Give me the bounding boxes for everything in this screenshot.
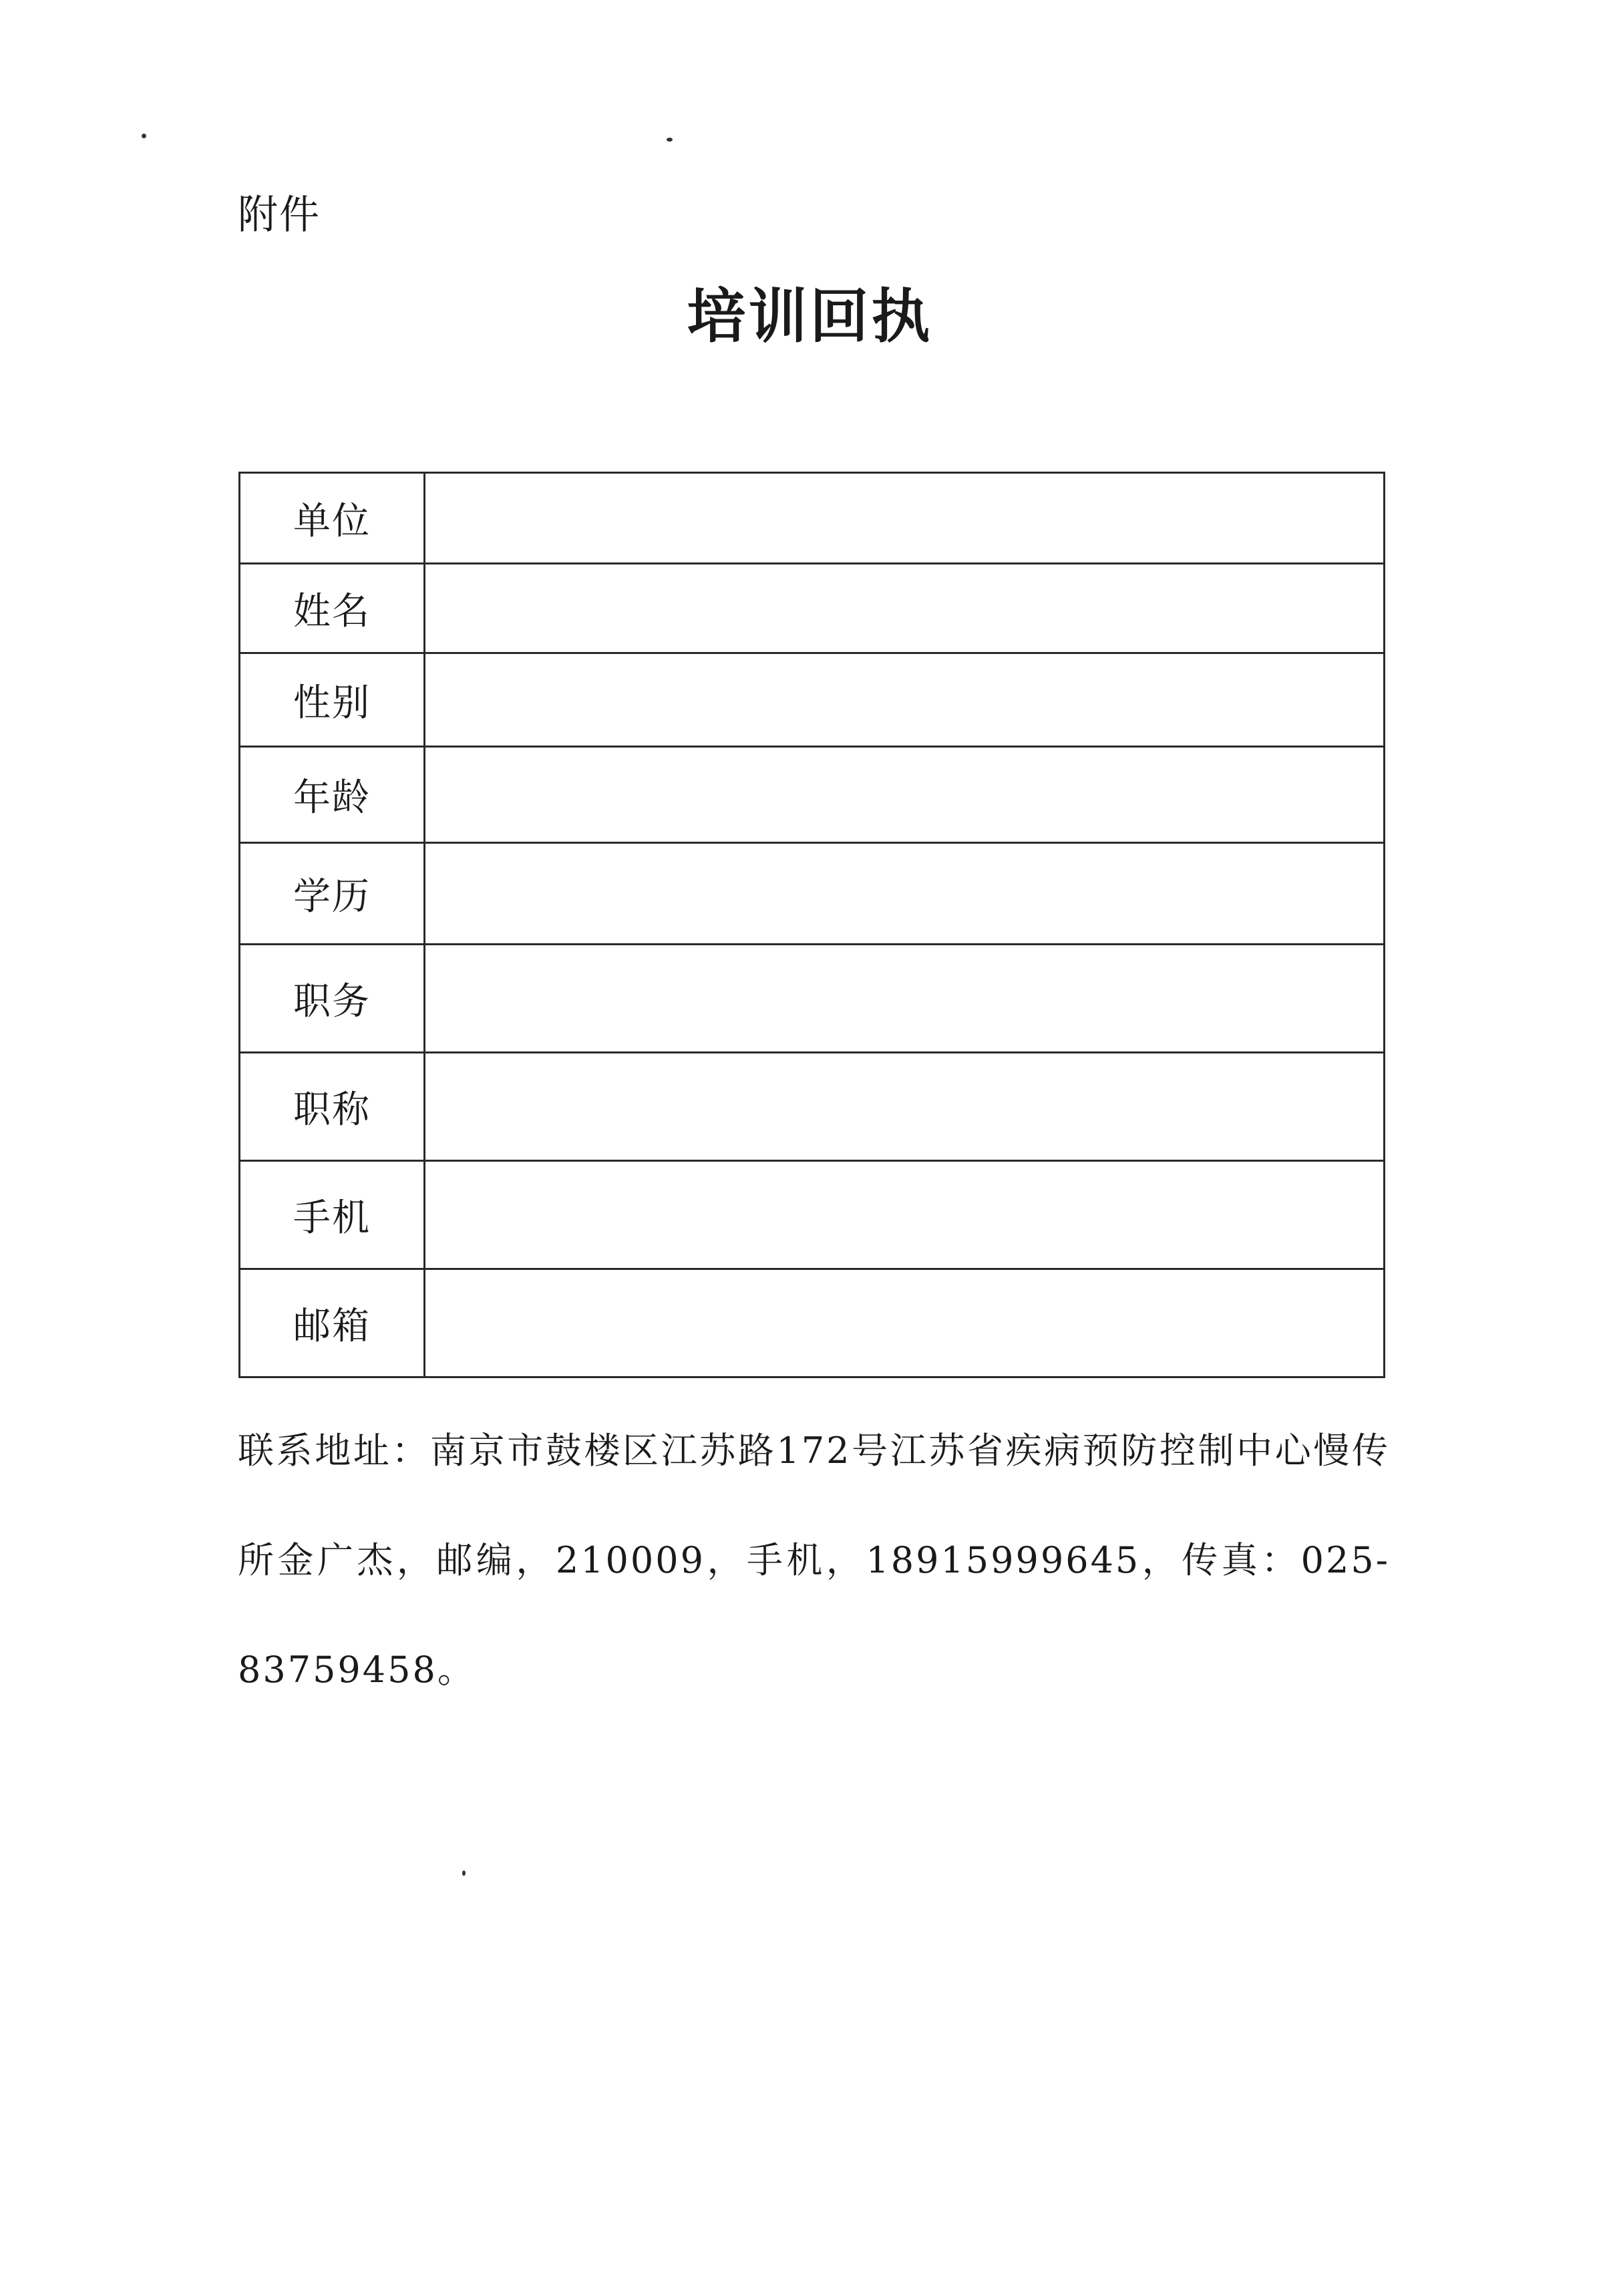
form-label-unit: 单位 [240,473,425,564]
form-field-email[interactable] [425,1269,1385,1377]
form-field-title[interactable] [425,1053,1385,1161]
form-label-title: 职称 [240,1053,425,1161]
form-row-age [240,747,1385,843]
form-row-title [240,1053,1385,1161]
form-label-age: 年龄 [240,747,425,843]
form-row-name [240,564,1385,653]
form-field-education[interactable] [425,843,1385,945]
form-label-name: 姓名 [240,564,425,653]
form-field-name[interactable] [425,564,1385,653]
attachment-label: 附件 [238,192,321,238]
form-label-gender: 性别 [240,653,425,747]
form-row-email [240,1269,1385,1377]
form-field-gender[interactable] [425,653,1385,747]
form-label-position: 职务 [240,945,425,1053]
form-row-gender [240,653,1385,747]
form-row-position [240,945,1385,1053]
form-label-mobile: 手机 [240,1161,425,1269]
form-field-unit[interactable] [425,473,1385,564]
contact-info: 联系地址：南京市鼓楼区江苏路172号江苏省疾病预防控制中心慢传所金广杰，邮编，210009，手机，18915999645，传真：025-83759458。 [238,1430,1390,1691]
scan-speck [667,138,673,142]
form-label-education: 学历 [240,843,425,945]
form-row-education [240,843,1385,945]
form-field-age[interactable] [425,747,1385,843]
page-title: 培训回执 [687,281,933,351]
scan-speck [142,134,146,138]
form-row-unit [240,473,1385,564]
form-row-mobile [240,1161,1385,1269]
form-field-position[interactable] [425,945,1385,1053]
form-field-mobile[interactable] [425,1161,1385,1269]
scan-speck [462,1870,466,1876]
registration-form-table [238,472,1385,1378]
form-label-email: 邮箱 [240,1269,425,1377]
